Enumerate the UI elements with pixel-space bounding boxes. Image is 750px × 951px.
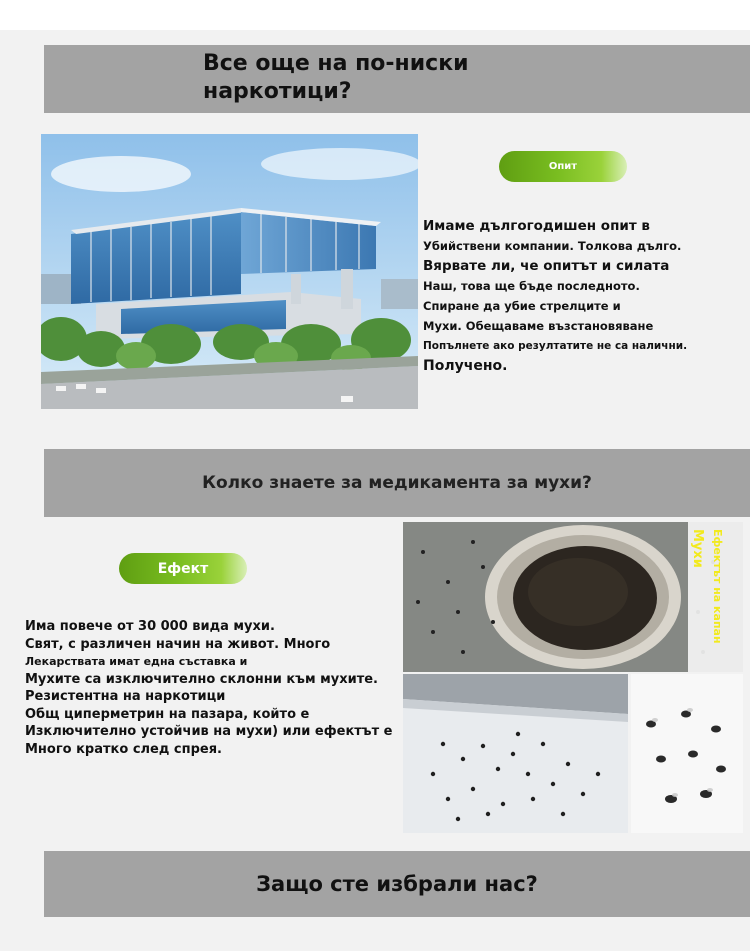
trap-effect-photo-label: Ефектът на капан: [711, 529, 724, 644]
effect-line: Резистентна на наркотици: [25, 689, 226, 704]
office-building-photo: [41, 134, 418, 409]
effect-line: Свят, с различен начин на живот. Много: [25, 636, 331, 652]
experience-line: Мухи. Обещаваме възстановяване: [423, 319, 654, 333]
effect-pill-label: Ефект: [157, 560, 209, 577]
effect-line: Много кратко след спрея.: [25, 741, 222, 757]
section-banner-1: [44, 45, 750, 113]
experience-line: Наш, това ще бъде последното.: [423, 279, 640, 293]
section-3-title: Защо сте избрали нас?: [256, 872, 538, 896]
section-banner-2: [44, 449, 750, 517]
top-white-strip: [0, 0, 750, 30]
dead-flies-windowsill-photo: [403, 674, 628, 833]
experience-line: Убийствени компании. Толкова дълго.: [423, 239, 682, 253]
effect-pill: [119, 553, 247, 584]
effect-text: [25, 618, 405, 758]
effect-line: Изключително устойчив на мухи) или ефектът е: [25, 724, 393, 739]
experience-line: Попълнете ако резултатите не са налични.: [423, 340, 688, 352]
experience-line: Имаме дългогодишен опит в: [423, 218, 650, 234]
effect-line: Общ циперметрин на пазара, който е: [25, 706, 310, 722]
section-2-title: Колко знаете за медикамента за мухи?: [202, 473, 592, 493]
section-banner-3: [44, 851, 750, 917]
experience-pill: [499, 151, 627, 182]
effect-line: Лекарствата имат една съставка и: [25, 655, 248, 668]
experience-text: [423, 216, 743, 376]
experience-line: Спиране да убие стрелците и: [423, 299, 621, 313]
effect-line: Мухите са изключително склонни към мухите.: [25, 671, 378, 687]
effect-line: Има повече от 30 000 вида мухи.: [25, 619, 275, 634]
dead-flies-closeup-photo: [631, 674, 743, 833]
experience-line: Вярвате ли, че опитът и силата: [423, 258, 670, 274]
section-1-title: Все още на по-ниски наркотици?: [203, 51, 469, 104]
experience-line: Получено.: [423, 358, 508, 374]
flies-photo-label: Мухи: [690, 529, 705, 568]
experience-pill-label: Опит: [548, 161, 578, 172]
